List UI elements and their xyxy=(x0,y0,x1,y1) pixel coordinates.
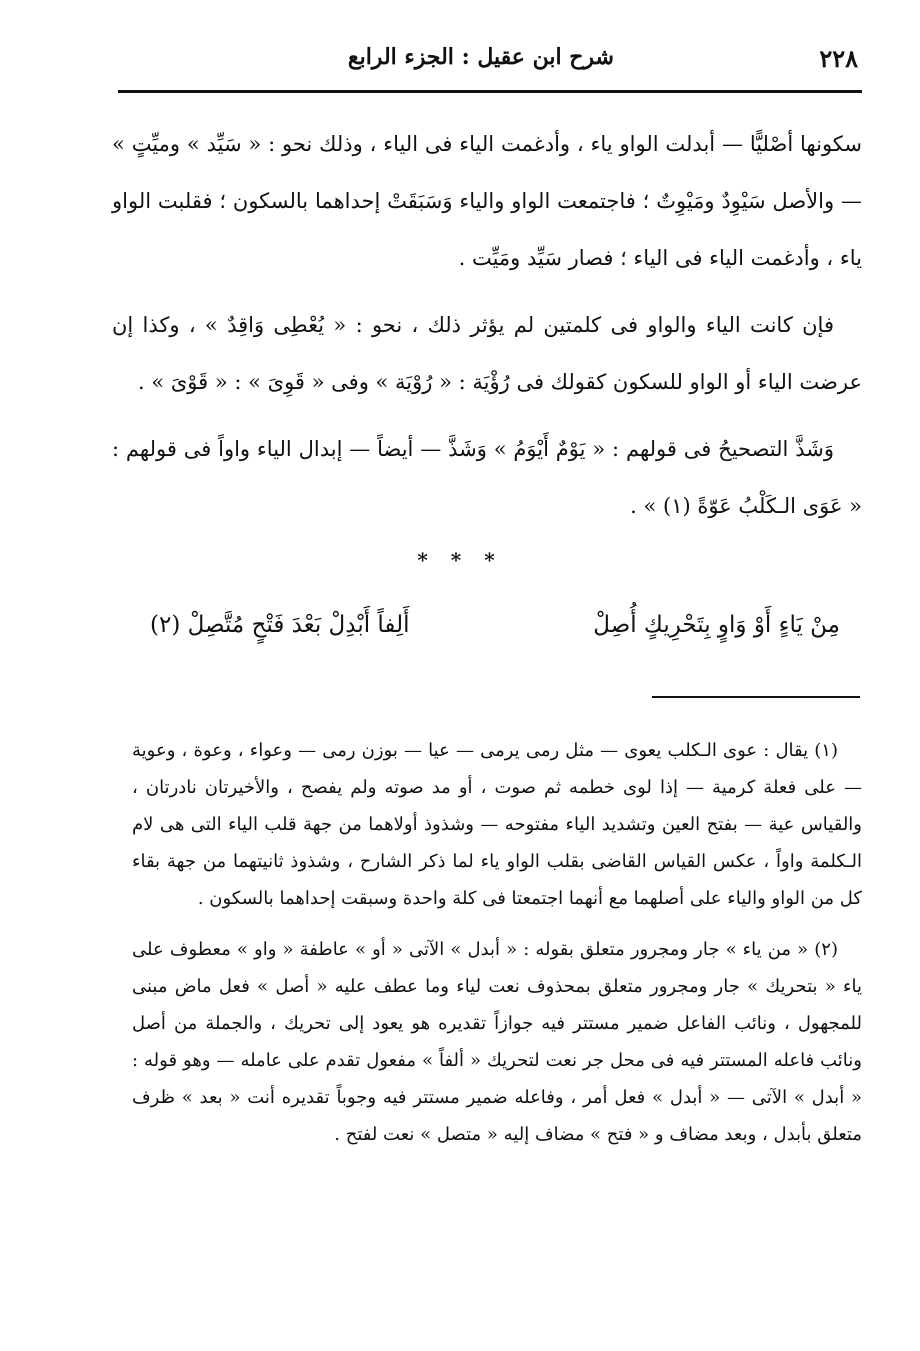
footnotes xyxy=(132,732,862,1153)
footnote-2: (٢) « من ياء » جار ومجرور متعلق بقوله : « أبدل » الآتى « أو » عاطفة « واو » معطوف على ياء « بتحريك » جار ومجرور متعلق بمحذوف نعت لياء وما عطف عليه « أصل » فعل ماض مبنى للمجهول ، ونائب الفاعل ضمير مستتر فيه جوازاً تقديره هو يعود إلى تحريك ، والجملة من أصل ونائب فاعله المستتر فيه فى محل جر نعت لتحريك « ألفاً » مفعول تقدم على عامله — وهو قوله : « أبدل » الآتى — « أبدل » فعل أمر ، وفاعله ضمير مستتر فيه وجوباً تقديره أنت « بعد » ظرف متعلق بأبدل ، وبعد مضاف و « فتح » مضاف إليه « متصل » نعت لفتح . xyxy=(132,939,862,1145)
footnote-1: (١) يقال : عوى الـكلب يعوى — مثل رمى يرمى — عيا — بوزن رمى — وعواء ، وعوة ، وعوية — على فعلة كرمية — إذا لوى خطمه ثم صوت ، أو مد صوته ولم يفصح ، والأخيرتان نادرتان ، والقياس عية — بفتح العين وتشديد الياء مفتوحه — وشذوذ أولاهما من جهة قلب الياء التى هى لام الـكلمة واواً ، عكس القياس القاضى بقلب الواو ياء لما ذكر الشارح ، وشذوذ ثانيتهما من جهة بقاء كل من الواو والياء على أصلهما مع أنهما اجتمعتا فى كلة واحدة وسبقت إحداهما بالسكون . xyxy=(132,740,862,909)
paragraph-3: وَشَذَّ التصحيحُ فى قولهم : « يَوْمٌ أَيْوَمُ » وَشَذَّ — أيضاً — إبدال الياء واواً فى قولهم : « عَوَى الـكَلْبُ عَوّةً (١) » . xyxy=(112,437,862,518)
section-separator: * * * xyxy=(417,548,503,572)
page-header xyxy=(118,38,862,93)
main-text xyxy=(112,116,862,535)
page-number: ٢٢٨ xyxy=(819,44,858,73)
footnote-divider xyxy=(652,696,860,698)
paragraph-1: سكونها أصْليًّا — أبدلت الواو ياء ، وأدغمت الياء فى الياء ، وذلك نحو : « سَيِّد » وميِّتٍ » — والأصل سَيْوِدٌ ومَيْوِتٌ ؛ فاجتمعت الواو والياء وَسَبَقَتْ إحداهما بالسكون ؛ فقلبت الواو ياء ، وأدغمت الياء فى الياء ؛ فصار سَيِّد ومَيِّت . xyxy=(112,132,862,270)
paragraph-2: فإن كانت الياء والواو فى كلمتين لم يؤثر ذلك ، نحو : « يُعْطِى وَاقِدٌ » ، وكذا إن عرضت الياء أو الواو للسكون كقولك فى رُؤْيَة : « رُوْيَة » وفى « قَوِىَ » : « قَوْىَ » . xyxy=(112,313,862,394)
verse-line xyxy=(150,612,840,662)
verse-hemistich-2: أَلِفاً أَبْدِلْ بَعْدَ فَتْحٍ مُتَّصِلْ (٢) xyxy=(150,612,410,638)
verse-hemistich-1: مِنْ يَاءٍ أَوْ وَاوٍ بِتَحْرِيكٍ أُصِلْ xyxy=(593,612,840,638)
running-title: شرح ابن عقيل : الجزء الرابع xyxy=(347,44,614,70)
